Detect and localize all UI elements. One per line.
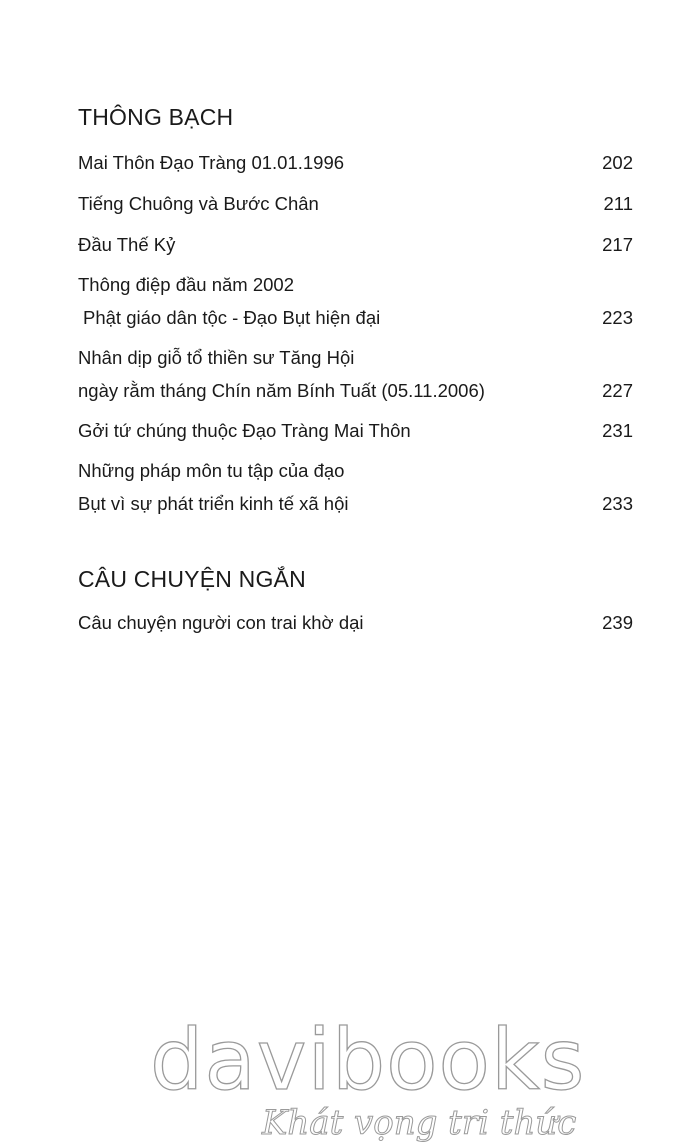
section-heading-cau-chuyen-ngan: CÂU CHUYỆN NGẮN [78,566,306,592]
toc-entry [78,454,633,520]
toc-entry-title: Đầu Thế Kỷ [78,234,176,255]
toc-entry-page: 233 [602,493,633,514]
section-heading-thong-bach: THÔNG BẠCH [78,104,234,130]
toc-entry-title: Gởi tứ chúng thuộc Đạo Tràng Mai Thôn [78,420,411,441]
toc-entry-page: 231 [602,420,633,441]
toc-entry-title: Những pháp môn tu tập của đạo [78,460,345,481]
toc-entry-title: Thông điệp đầu năm 2002 [78,274,295,295]
toc-entry-page: 211 [603,193,633,214]
publisher-watermark [150,1011,586,1145]
toc-entry [78,606,633,639]
toc-entry-title: Tiếng Chuông và Bước Chân [78,193,319,214]
toc-entry-page: 239 [602,612,633,633]
toc-entry-page: 227 [602,380,633,401]
toc-entry-title-continued: Bụt vì sự phát triển kinh tế xã hội [78,493,349,514]
toc-entry-title-continued: ngày rằm tháng Chín năm Bính Tuất (05.11.2006) [78,380,485,401]
toc-entry [78,414,633,447]
toc-entry [78,146,633,179]
toc-entry-title: Nhân dịp giỗ tổ thiền sư Tăng Hội [78,347,355,368]
toc-entry-page: 202 [602,152,633,173]
toc-entry [78,341,633,407]
toc-entry [78,268,633,334]
toc-entry [78,228,633,261]
toc-entry-title-continued: Phật giáo dân tộc - Đạo Bụt hiện đại [83,307,381,328]
watermark-tagline: Khát vọng tri thức [262,1103,577,1143]
watermark-brand: davibooks [150,1011,586,1109]
toc-entry-title: Câu chuyện người con trai khờ dại [78,612,364,633]
toc-entry-title: Mai Thôn Đạo Tràng 01.01.1996 [78,152,345,173]
toc-entry-page: 223 [602,307,633,328]
toc-entry-page: 217 [602,234,633,255]
toc-entry [78,187,633,220]
